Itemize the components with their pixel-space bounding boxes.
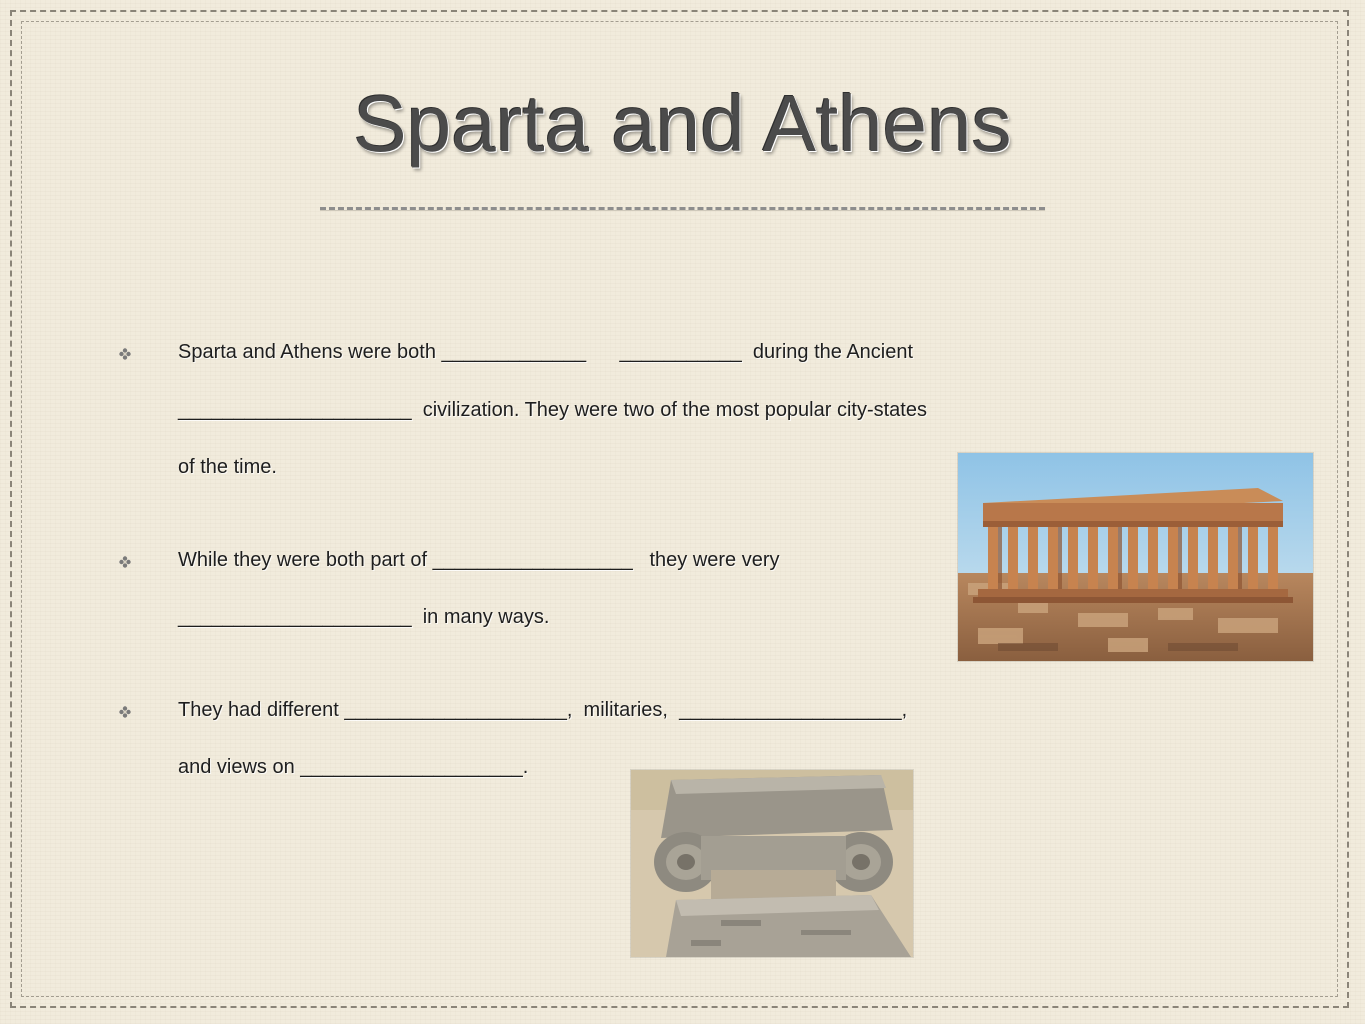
bullet-2-line-2: _____________________ in many ways. [178,606,550,628]
bullet-1-line-1: Sparta and Athens were both _____________ ___________ during the Ancient [178,341,914,363]
diamond-bullet-icon [118,705,132,719]
parthenon-photo [958,453,1313,661]
diamond-bullet-icon [118,555,132,569]
bullet-1-line-3: of the time. [178,456,277,478]
bullet-3-line-1: They had different ____________________, militaries, ____________________, [178,699,908,721]
ionic-capital-photo [631,770,913,957]
title-divider [320,207,1045,210]
diamond-bullet-icon [118,347,132,361]
bullet-1-line-2: _____________________ civilization. They were two of the most popular city-states [178,399,927,421]
bullet-2-line-1: While they were both part of __________________ they were very [178,549,780,571]
slide-title: Sparta and Athens [353,79,1012,168]
bullet-3-line-2: and views on ____________________. [178,756,529,778]
